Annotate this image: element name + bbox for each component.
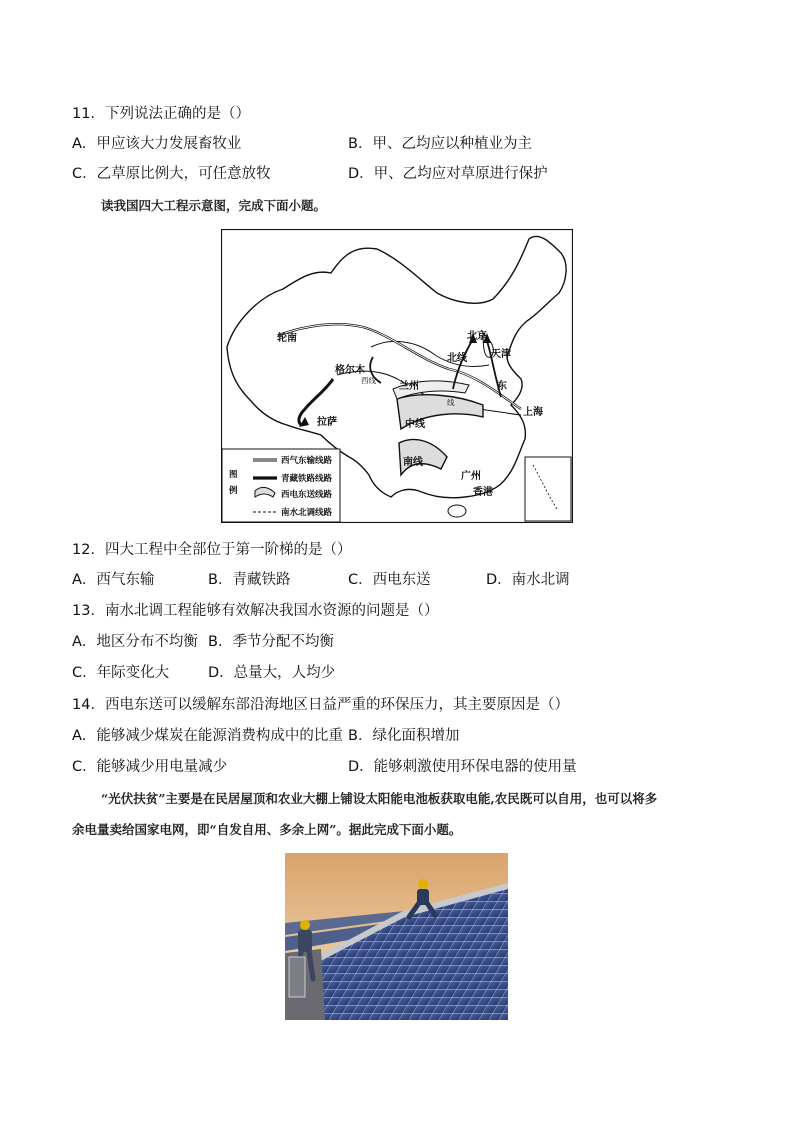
q14-stem: 14．西电东送可以缓解东部沿海地区日益严重的环保压力，其主要原因是（） [72,697,569,713]
legend-item-railway: 青藏铁路线路 [281,474,333,484]
q12-option-a: A．西气东输 [72,572,155,588]
q14-option-a: A．能够减少煤炭在能源消费构成中的比重 [72,728,343,744]
q12-option-c: C．西电东送 [348,572,431,588]
legend-item-gas: 西气东输线路 [281,456,333,466]
map-intro-text: 读我国四大工程示意图，完成下面小题。 [101,198,327,213]
q11-option-d: D．甲、乙均应对草原进行保护 [348,166,548,182]
q13-option-d: D．总量大，人均少 [208,665,336,681]
q12-option-d: D．南水北调 [486,572,570,588]
q13-option-b: B．季节分配不均衡 [208,634,334,650]
label-xian2: 线 [447,398,455,407]
q11-option-b: B．甲、乙均应以种植业为主 [348,136,532,152]
solar-panel-photo [285,853,508,1020]
q13-stem: 13．南水北调工程能够有效解决我国水资源的问题是（） [72,603,439,619]
q12-stem: 12．四大工程中全部位于第一阶梯的是（） [72,542,352,558]
q11-option-a: A．甲应该大力发展畜牧业 [72,136,242,152]
label-beijing: 北京 [467,331,487,342]
legend-item-water: 南水北调线路 [281,508,333,518]
label-guangzhou: 广州 [461,471,481,482]
pv-intro-line-1: “光伏扶贫”主要是在民居屋顶和农业大棚上铺设太阳能电池板获取电能,农民既可以自用，也可以将多 [101,791,658,806]
q13-option-a: A．地区分布不均衡 [72,634,198,650]
label-shanghai: 上海 [523,407,543,418]
label-lanzhou: 兰州 [399,381,419,392]
label-lunnan: 轮南 [277,333,297,344]
label-xianggang: 香港 [473,487,493,498]
label-dongxian: 东 [497,381,507,392]
q11-stem: 11．下列说法正确的是（） [72,106,250,122]
q14-option-d: D．能够刺激使用环保电器的使用量 [348,759,577,775]
q14-option-b: B．绿化面积增加 [348,728,460,744]
legend-title-1: 图 [229,470,238,480]
label-tianjin: 天津 [491,349,511,360]
four-projects-map [221,229,573,523]
q13-option-c: C．年际变化大 [72,665,170,681]
label-geermu: 格尔木 [335,365,365,376]
legend-item-power: 西电东送线路 [281,490,333,500]
q14-option-c: C．能够减少用电量减少 [72,759,228,775]
label-xixian: 西线 [361,376,376,385]
pv-intro-line-2: 余电量卖给国家电网，即“自发自用、多余上网”。据此完成下面小题。 [72,822,462,837]
label-beixian: 北线 [447,353,467,364]
label-lasa: 拉萨 [317,417,337,428]
label-nanxian: 南线 [403,457,423,468]
q12-option-b: B．青藏铁路 [208,572,291,588]
label-zhongxian: 中线 [405,419,425,430]
legend-title-2: 例 [229,486,238,496]
q11-option-c: C．乙草原比例大，可任意放牧 [72,166,271,182]
